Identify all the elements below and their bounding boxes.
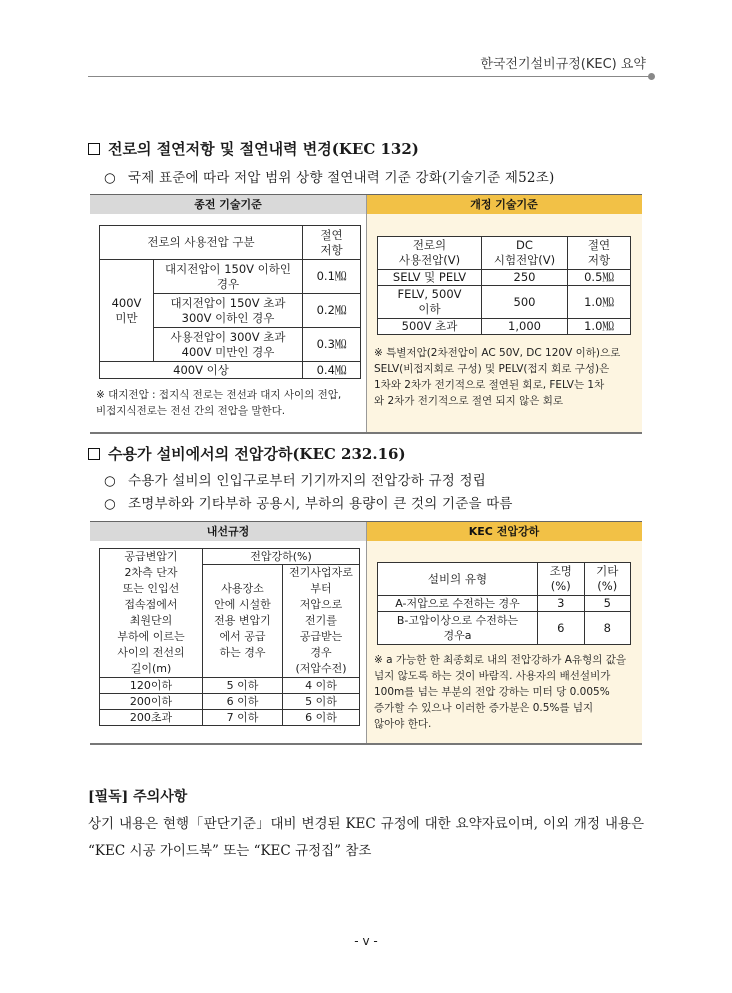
section2-bullet-1-text: 수용가 설비의 인입구로부터 기기까지의 전압강하 규정 정립 [127, 473, 486, 489]
table-header: 설비의 유형 [378, 563, 538, 596]
header-divider [88, 76, 652, 77]
new-insulation-table [377, 236, 631, 335]
table-cell: 사용전압이 300V 초과 400V 미만인 경우 [154, 328, 303, 362]
new-standard-header: 개정 기술기준 [366, 195, 642, 214]
table-cell: 6 이하 [283, 710, 360, 726]
table-cell: 250 [482, 270, 568, 286]
table-cell: 500V 초과 [378, 319, 482, 335]
section1-bullet [104, 166, 554, 186]
table-cell: 7 이하 [203, 710, 283, 726]
table-header: 기타 (%) [584, 563, 631, 596]
table-header: 조명 (%) [538, 563, 585, 596]
old-rule-header: 내선규정 [90, 522, 366, 541]
table-cell: A-저압으로 수전하는 경우 [378, 596, 538, 612]
table-cell: 500 [482, 286, 568, 319]
checkbox-square-icon [88, 143, 100, 155]
table-cell: 1.0㏁ [568, 286, 631, 319]
checkbox-square-icon [88, 448, 100, 460]
table-cell: 6 [538, 612, 585, 645]
table-header: DC 시험전압(V) [482, 237, 568, 270]
table-header: 전압강하(%) [203, 549, 360, 565]
table-cell: 3 [538, 596, 585, 612]
section1-title [88, 138, 419, 159]
table-cell: 6 이하 [203, 694, 283, 710]
table-cell: 대지전압이 150V 초과 300V 이하인 경우 [154, 294, 303, 328]
table-header: 절연 저항 [303, 226, 361, 260]
table-cell: 4 이하 [283, 678, 360, 694]
circle-bullet-icon: ○ [104, 170, 116, 186]
table-header: 전로의 사용전압 구분 [100, 226, 303, 260]
table-cell: 0.4㏁ [303, 362, 361, 379]
table-header: 사용장소 안에 시설한 전용 변압기 에서 공급 하는 경우 [203, 565, 283, 678]
table-cell: 8 [584, 612, 631, 645]
table-cell: FELV, 500V 이하 [378, 286, 482, 319]
section2-bullet-1 [104, 469, 486, 489]
kec-voltage-drop-header: KEC 전압강하 [366, 522, 642, 541]
section2-bullet-2 [104, 492, 513, 512]
table-header: 전로의 사용전압(V) [378, 237, 482, 270]
table-cell: 1,000 [482, 319, 568, 335]
kec-voltage-drop-note: ※ a 가능한 한 최종회로 내의 전압강하가 A유형의 값을 넘지 않도록 하는 것이 바람직. 사용자의 배선설비가 100m를 넘는 부분의 전압 강하는 미터 당 0.005% 증가할 수 있으나 이러한 증가분은 0.5%를 넘지 않아야 한다. [374, 654, 626, 730]
table-cell: 5 이하 [283, 694, 360, 710]
table-cell: 0.3㏁ [303, 328, 361, 362]
table-cell: 5 [584, 596, 631, 612]
caution-body: 상기 내용은 현행「판단기준」대비 변경된 KEC 규정에 대한 요약자료이며, 이외 개정 내용은 “KEC 시공 가이드북” 또는 “KEC 규정집” 참조 [88, 816, 644, 859]
circle-bullet-icon: ○ [104, 496, 116, 512]
table-cell: 대지전압이 150V 이하인 경우 [154, 260, 303, 294]
table-cell: 5 이하 [203, 678, 283, 694]
section2-title-text: 수용가 설비에서의 전압강하(KEC 232.16) [108, 445, 406, 463]
table-cell: 0.5㏁ [568, 270, 631, 286]
header-dot [648, 73, 655, 80]
section1-title-text: 전로의 절연저항 및 절연내력 변경(KEC 132) [108, 140, 419, 158]
circle-bullet-icon: ○ [104, 473, 116, 489]
table-header: 전기사업자로 부터 저압으로 전기를 공급받는 경우 (저압수전) [283, 565, 360, 678]
section1-comparison-panel [90, 194, 642, 434]
table-cell: 0.2㏁ [303, 294, 361, 328]
new-standard-note: ※ 특별저압(2차전압이 AC 50V, DC 120V 이하)으로 SELV(비접지회로 구성) 및 PELV(접지 회로 구성)은 1차와 2차가 전기적으로 절연된 회로, FELV는 1차 와 2차가 전기적으로 절연 되지 않은 회로 [374, 347, 621, 407]
table-header: 절연 저항 [568, 237, 631, 270]
old-standard-header: 종전 기술기준 [90, 195, 366, 214]
section2-title [88, 443, 406, 464]
table-cell: SELV 및 PELV [378, 270, 482, 286]
table-cell: B-고압이상으로 수전하는 경우a [378, 612, 538, 645]
table-cell: 400V 미만 [100, 260, 154, 362]
kec-voltage-drop-table [377, 562, 631, 645]
document-header-title: 한국전기설비규정(KEC) 요약 [480, 57, 646, 72]
panel-divider [366, 522, 367, 743]
table-cell: 200이하 [100, 694, 203, 710]
table-header: 공급변압기 2차측 단자 또는 인입선 접속점에서 최원단의 부하에 이르는 사이의 전선의 길이(m) [100, 549, 203, 678]
table-cell: 120이하 [100, 678, 203, 694]
table-cell: 200초과 [100, 710, 203, 726]
old-voltage-drop-table [99, 548, 360, 726]
table-cell: 0.1㏁ [303, 260, 361, 294]
section2-comparison-panel [90, 521, 642, 745]
section2-bullet-2-text: 조명부하와 기타부하 공용시, 부하의 용량이 큰 것의 기준을 따름 [127, 496, 513, 512]
panel-divider [366, 195, 367, 432]
old-insulation-table [99, 225, 361, 379]
page-number: - v - [354, 934, 378, 948]
section1-bullet-text: 국제 표준에 따라 저압 범위 상향 절연내력 기준 강화(기술기준 제52조) [127, 170, 555, 186]
caution-title: [필독] 주의사항 [88, 789, 188, 805]
table-cell: 1.0㏁ [568, 319, 631, 335]
old-standard-note: ※ 대지전압 : 접지식 전로는 전선과 대지 사이의 전압, 비접지식전로는 전선 간의 전압을 말한다. [96, 389, 342, 417]
table-cell: 400V 이상 [100, 362, 303, 379]
